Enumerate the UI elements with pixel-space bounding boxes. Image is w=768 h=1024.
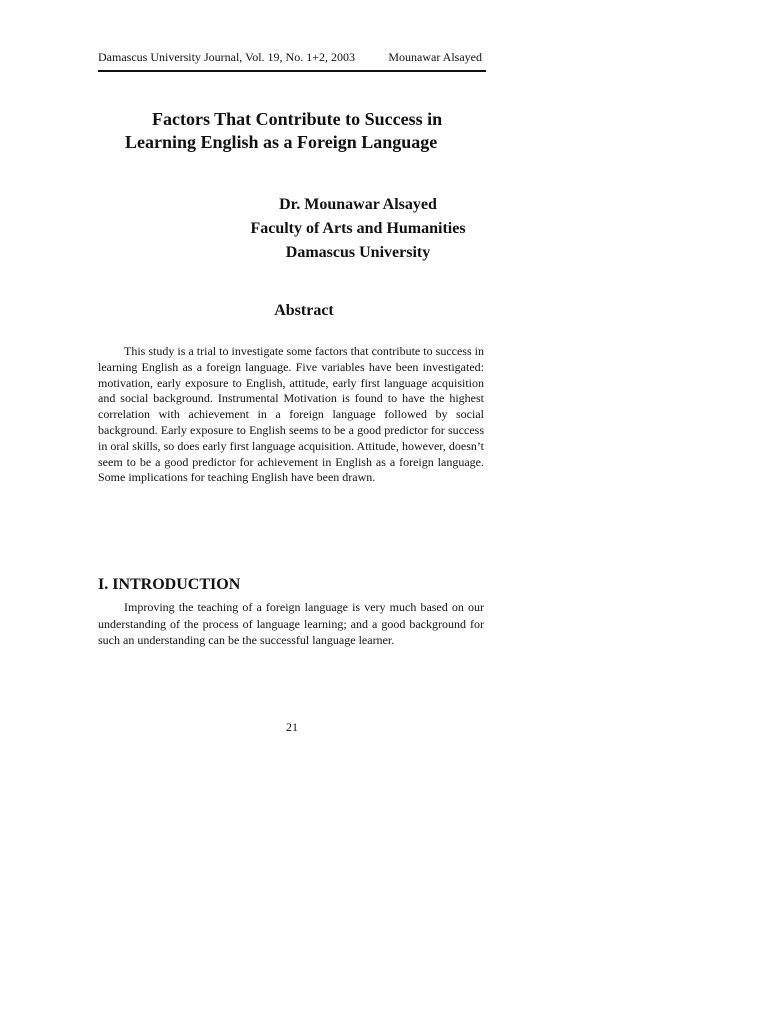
abstract-heading: Abstract: [274, 302, 334, 319]
author-name: Dr. Mounawar Alsayed: [279, 196, 437, 213]
page-number: 21: [286, 720, 298, 734]
header-author: Mounawar Alsayed: [388, 50, 482, 64]
abstract-body: This study is a trial to investigate some factors that contribute to success in learning English as a foreign language. Five variables have been investigated: motivation, early exposure to English, attitude, early first language acquisition and social background. Instrumental Motivation is found to have the highest correlation with achievement in a foreign language followed by social background. Early exposure to English seems to be a good predictor for success in oral skills, so does early first language acquisition. Attitude, however, doesn’t seem to be a good predictor for achievement in English as a foreign language. Some implications for teaching English have been drawn.: [98, 344, 484, 485]
journal-citation: Damascus University Journal, Vol. 19, No. 1+2, 2003: [98, 50, 355, 64]
author-faculty: Faculty of Arts and Humanities: [250, 220, 466, 237]
running-header: [98, 50, 486, 72]
title-line-2: Learning English as a Foreign Language: [125, 132, 438, 152]
author-university: Damascus University: [285, 244, 431, 261]
introduction-body: Improving the teaching of a foreign language is very much based on our understanding of the process of language learning; and a good background for such an understanding can be the successful language learner.: [98, 600, 484, 647]
title-line-1: Factors That Contribute to Success in: [152, 109, 443, 129]
paper-title: [98, 108, 486, 154]
introduction-heading: I. INTRODUCTION: [98, 576, 241, 593]
author-block: [220, 193, 496, 265]
